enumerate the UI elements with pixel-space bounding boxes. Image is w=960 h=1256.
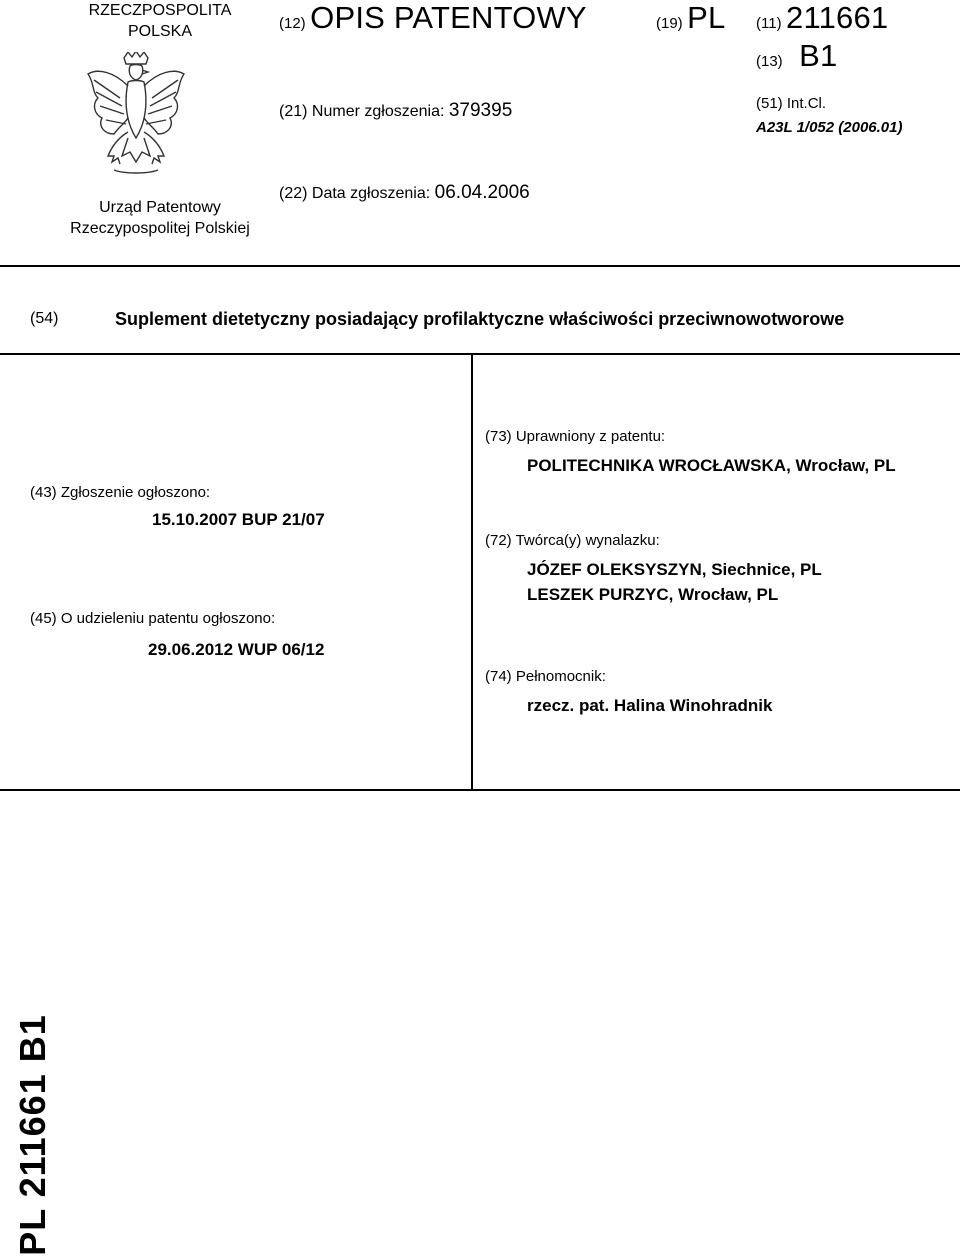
filing-date	[279, 182, 530, 204]
side-patent-label: PL 211661 B1	[12, 1014, 53, 1256]
kind-code	[756, 38, 837, 74]
inventor-1: JÓZEF OLEKSYSZYN, Siechnice, PL	[527, 560, 822, 579]
filing-date-value: 06.04.2006	[434, 182, 530, 203]
title-code: (54)	[30, 310, 59, 327]
granted-value: 29.06.2012 WUP 06/12	[148, 640, 325, 659]
kind-code-code: (13)	[756, 53, 783, 70]
office-line-1: Urząd Patentowy	[99, 199, 221, 216]
published-label: (43) Zgłoszenie ogłoszono:	[30, 484, 211, 501]
eagle-emblem-icon	[84, 52, 188, 180]
application-number-label: Numer zgłoszenia:	[311, 103, 445, 120]
country-code-text: PL	[687, 0, 726, 35]
document-type-text: OPIS PATENTOWY	[310, 0, 587, 35]
int-cl-value: A23L 1/052 (2006.01)	[756, 119, 903, 136]
country-code	[656, 0, 725, 36]
title-divider	[0, 353, 960, 355]
inventor-2: LESZEK PURZYC, Wrocław, PL	[527, 585, 779, 604]
attorney-value: rzecz. pat. Halina Winohradnik	[527, 696, 773, 715]
filing-date-label: Data zgłoszenia:	[311, 185, 431, 202]
bibliography-divider	[0, 789, 960, 791]
country-line-1: RZECZPOSPOLITA	[88, 2, 232, 19]
proprietor-label: (73) Uprawniony z patentu:	[485, 428, 666, 445]
granted-label: (45) O udzieleniu patentu ogłoszono:	[30, 610, 276, 627]
invention-title: Suplement dietetyczny posiadający profilaktyczne właściwości przeciwnowotworowe	[115, 309, 845, 329]
country-line-2: POLSKA	[127, 23, 193, 40]
kind-code-text: B1	[799, 38, 838, 73]
column-divider	[471, 353, 473, 789]
header-divider	[0, 265, 960, 267]
document-type-code: (12)	[279, 15, 306, 32]
application-number-value: 379395	[448, 100, 513, 121]
country-code-code: (19)	[656, 15, 683, 32]
attorney-label: (74) Pełnomocnik:	[485, 668, 606, 685]
proprietor-value: POLITECHNIKA WROCŁAWSKA, Wrocław, PL	[527, 456, 896, 475]
int-cl-code: (51)	[756, 95, 783, 112]
inventors-label: (72) Twórca(y) wynalazku:	[485, 532, 660, 549]
filing-date-code: (22)	[279, 185, 308, 202]
patent-office-name	[40, 197, 280, 239]
published-value: 15.10.2007 BUP 21/07	[152, 510, 325, 529]
patent-number-text: 211661	[786, 0, 889, 35]
application-number-code: (21)	[279, 103, 308, 120]
country-name	[55, 0, 265, 42]
office-line-2: Rzeczypospolitej Polskiej	[70, 220, 250, 237]
int-cl-label: Int.Cl.	[786, 95, 827, 112]
document-type	[279, 0, 587, 36]
int-cl	[756, 95, 826, 112]
patent-number	[756, 0, 888, 36]
application-number	[279, 100, 512, 122]
patent-number-code: (11)	[756, 15, 782, 32]
